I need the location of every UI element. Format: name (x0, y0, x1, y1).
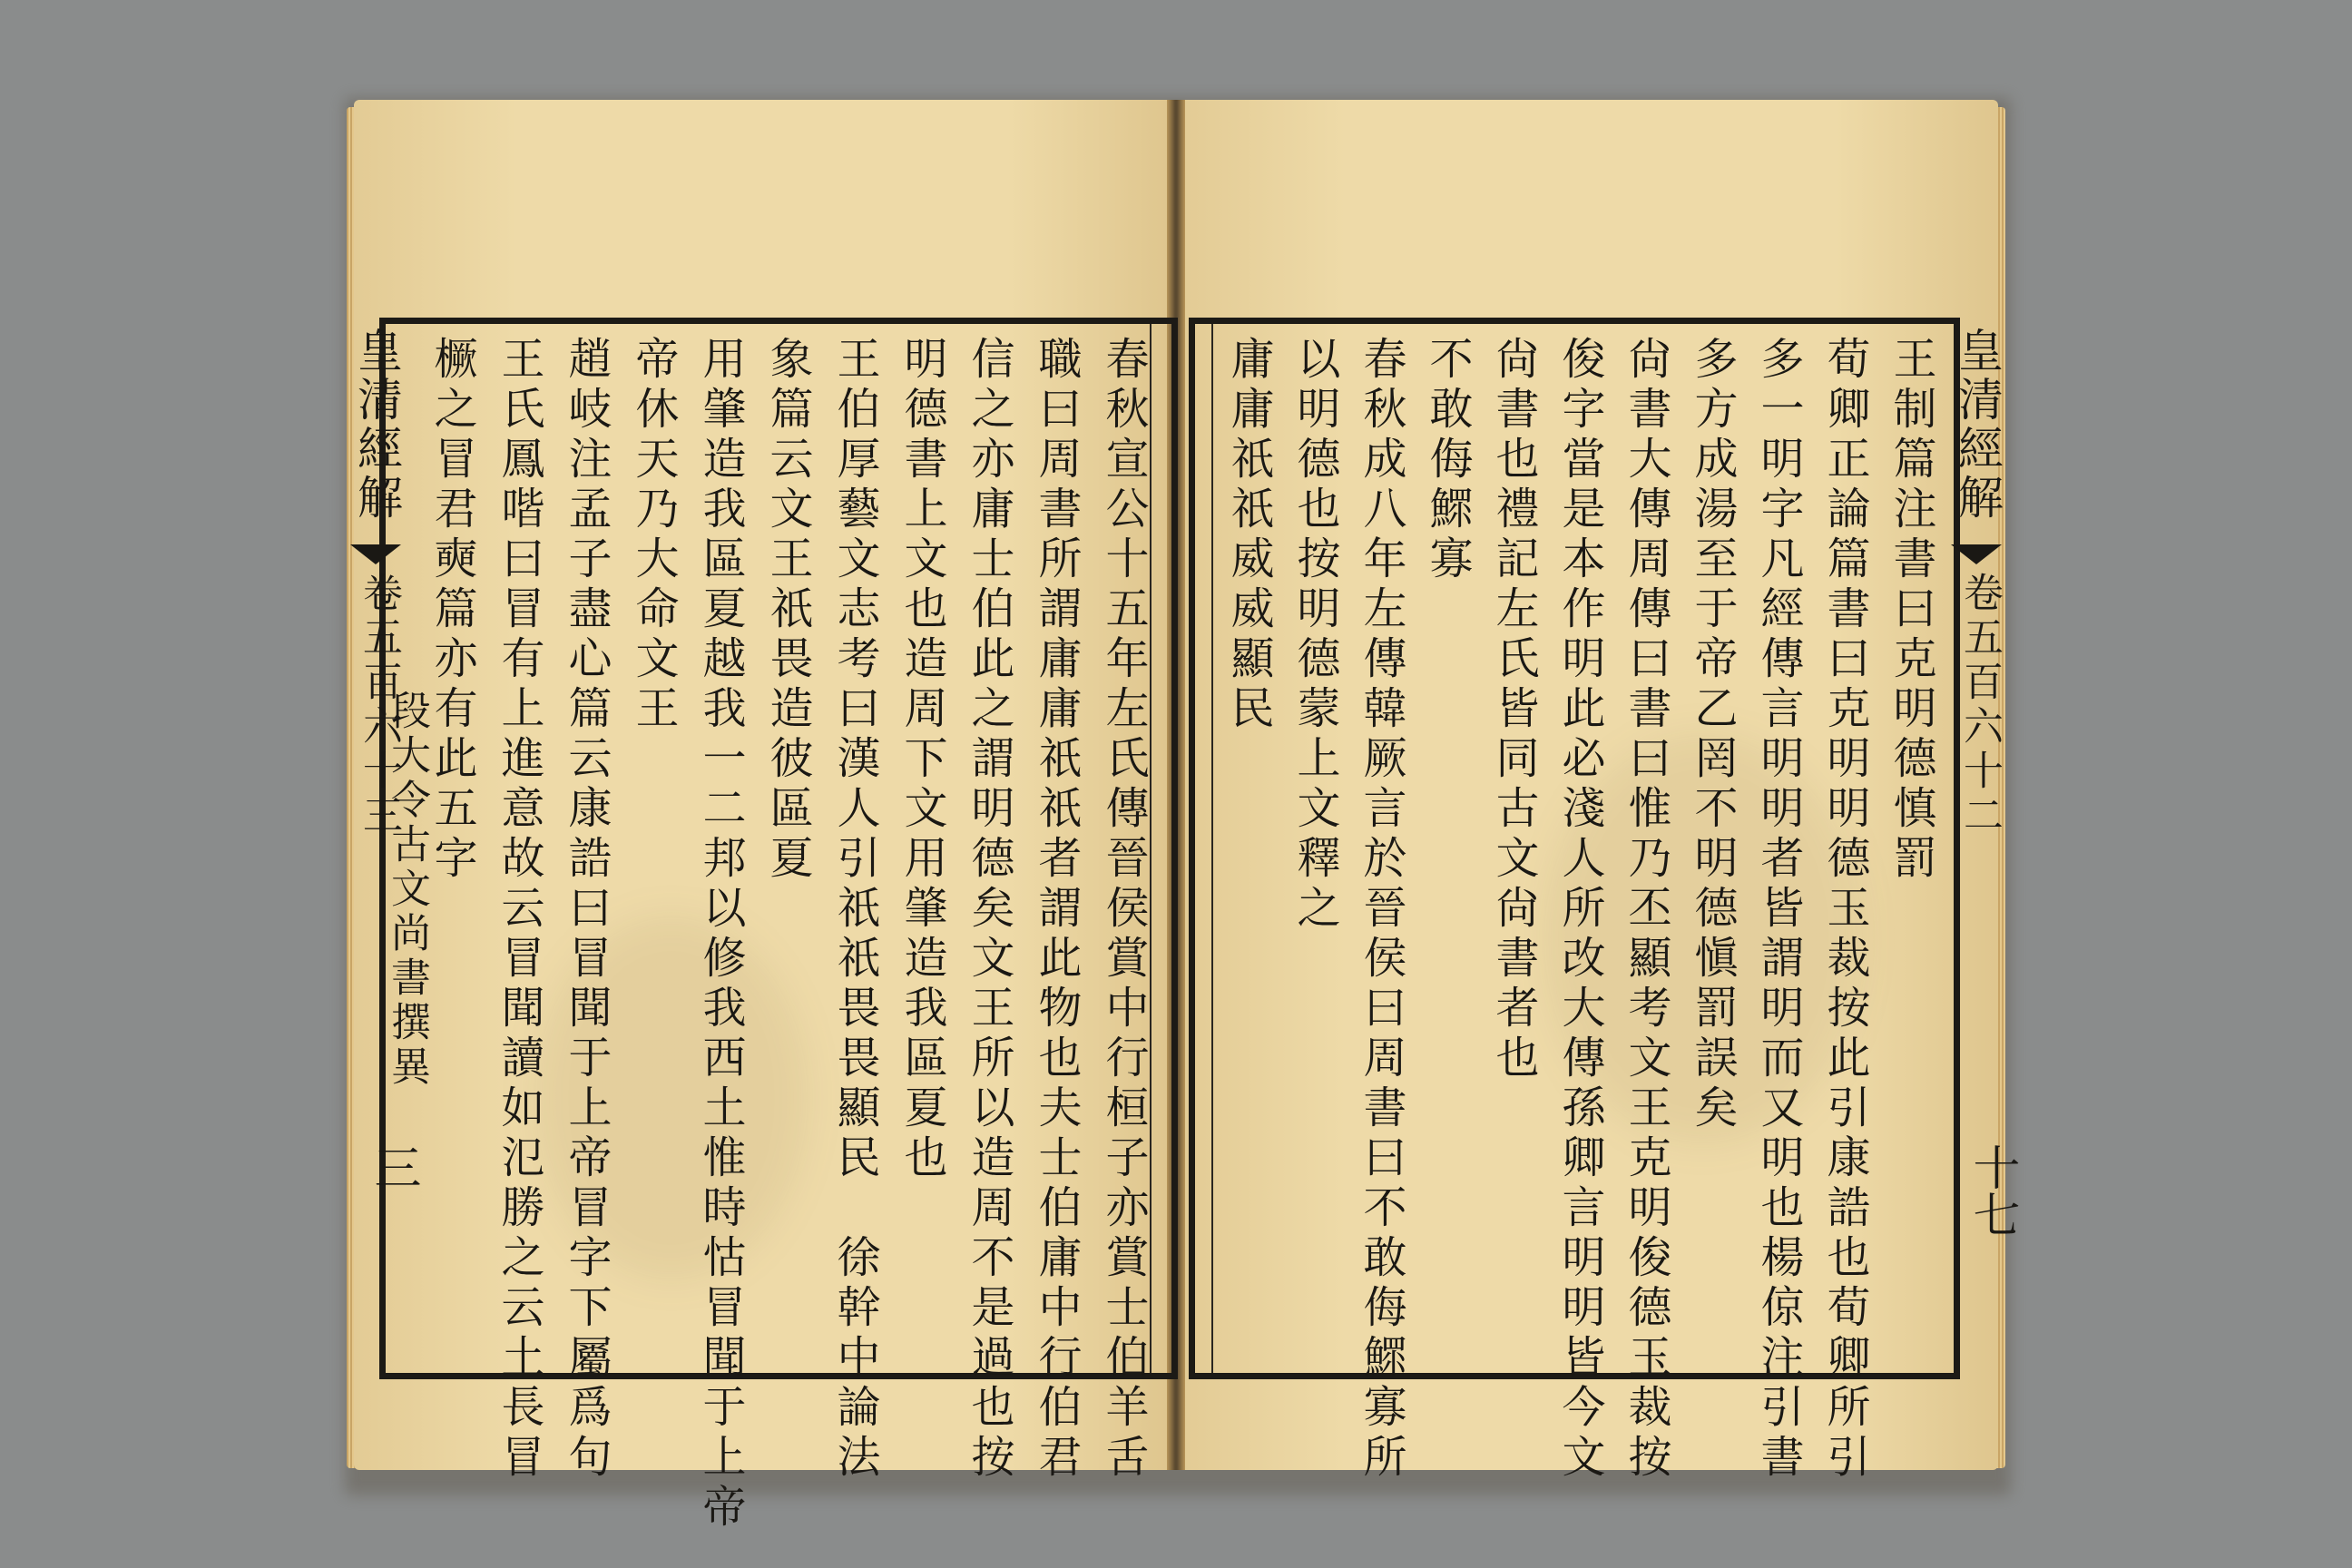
text-column: 帝休天乃大命文王 (628, 336, 679, 735)
right-banxin-volume: 卷五百六十二 (1956, 572, 2003, 838)
text-column: 趙岐注孟子盡心篇云康誥曰冒聞于上帝冒字下屬爲句 (561, 336, 612, 1484)
left-banxin (350, 327, 403, 523)
left-banxin-work: 段大令古文尚書撰異 (384, 690, 430, 1090)
text-column: 王制篇注書曰克明德慎罰 (1886, 336, 1936, 885)
left-fish-tail (350, 544, 401, 564)
text-column: 明德書上文也造周下文用肇造我區夏也 (897, 336, 947, 1184)
left-banxin-title: 皇清經解 (350, 327, 403, 523)
inner-border-rule (1211, 324, 1213, 1373)
text-column: 尙書大傳周傳曰書曰惟乃丕顯考文王克明俊德玉裁按 (1621, 336, 1671, 1484)
text-column: 俊字當是本作明此必淺人所改大傳孫卿言明明皆今文 (1554, 336, 1605, 1484)
right-banxin (1951, 327, 2004, 523)
left-page-number: 三 (366, 1143, 420, 1191)
left-banxin-volume: 卷五百六十三 (356, 572, 402, 838)
text-column: 荀卿正論篇書曰克明明德玉裁按此引康誥也荀卿所引 (1819, 336, 1870, 1484)
right-banxin-volume-wrap (1953, 572, 2005, 838)
right-banxin-title: 皇清經解 (1951, 327, 2004, 523)
text-column: 春秋宣公十五年左氏傳晉侯賞中行桓子亦賞士伯羊舌 (1098, 336, 1149, 1484)
text-column: 春秋成八年左傳韓厥言於晉侯曰周書曰不敢侮鰥寡所 (1356, 336, 1406, 1484)
text-column: 信之亦庸士伯此之謂明德矣文王所以造周不是過也按 (964, 336, 1014, 1484)
text-column: 以明德也按明德蒙上文釋之 (1289, 336, 1340, 935)
text-column: 王氏鳳喈曰冒有上進意故云冒聞讀如氾勝之云土長冒 (494, 336, 544, 1484)
text-column: 庸庸祇祇威威顯民 (1223, 336, 1274, 735)
text-column: 橛之冒君奭篇亦有此五字 (426, 336, 477, 885)
text-column: 王伯厚藝文志考曰漢人引祇祇畏畏顯民 徐幹中論法 (829, 336, 880, 1484)
text-column: 多一明字凡經傳言明明者皆謂明而又明也楊倞注引書 (1753, 336, 1804, 1484)
text-column: 尙書也禮記左氏皆同古文尙書者也 (1488, 336, 1539, 1084)
right-page-number: 十七 (1965, 1143, 2019, 1238)
text-column: 職曰周書所謂庸庸祇祇者謂此物也夫士伯庸中行伯君 (1031, 336, 1082, 1484)
text-column: 用肇造我區夏越我一二邦以修我西土惟時怙冒聞于上帝 (695, 336, 746, 1534)
text-column: 不敢侮鰥寡 (1422, 336, 1473, 585)
text-column: 象篇云文王祇畏造彼區夏 (762, 336, 813, 885)
text-column: 多方成湯至于帝乙罔不明德愼罰誤矣 (1687, 336, 1738, 1134)
right-fish-tail (1951, 544, 2002, 564)
